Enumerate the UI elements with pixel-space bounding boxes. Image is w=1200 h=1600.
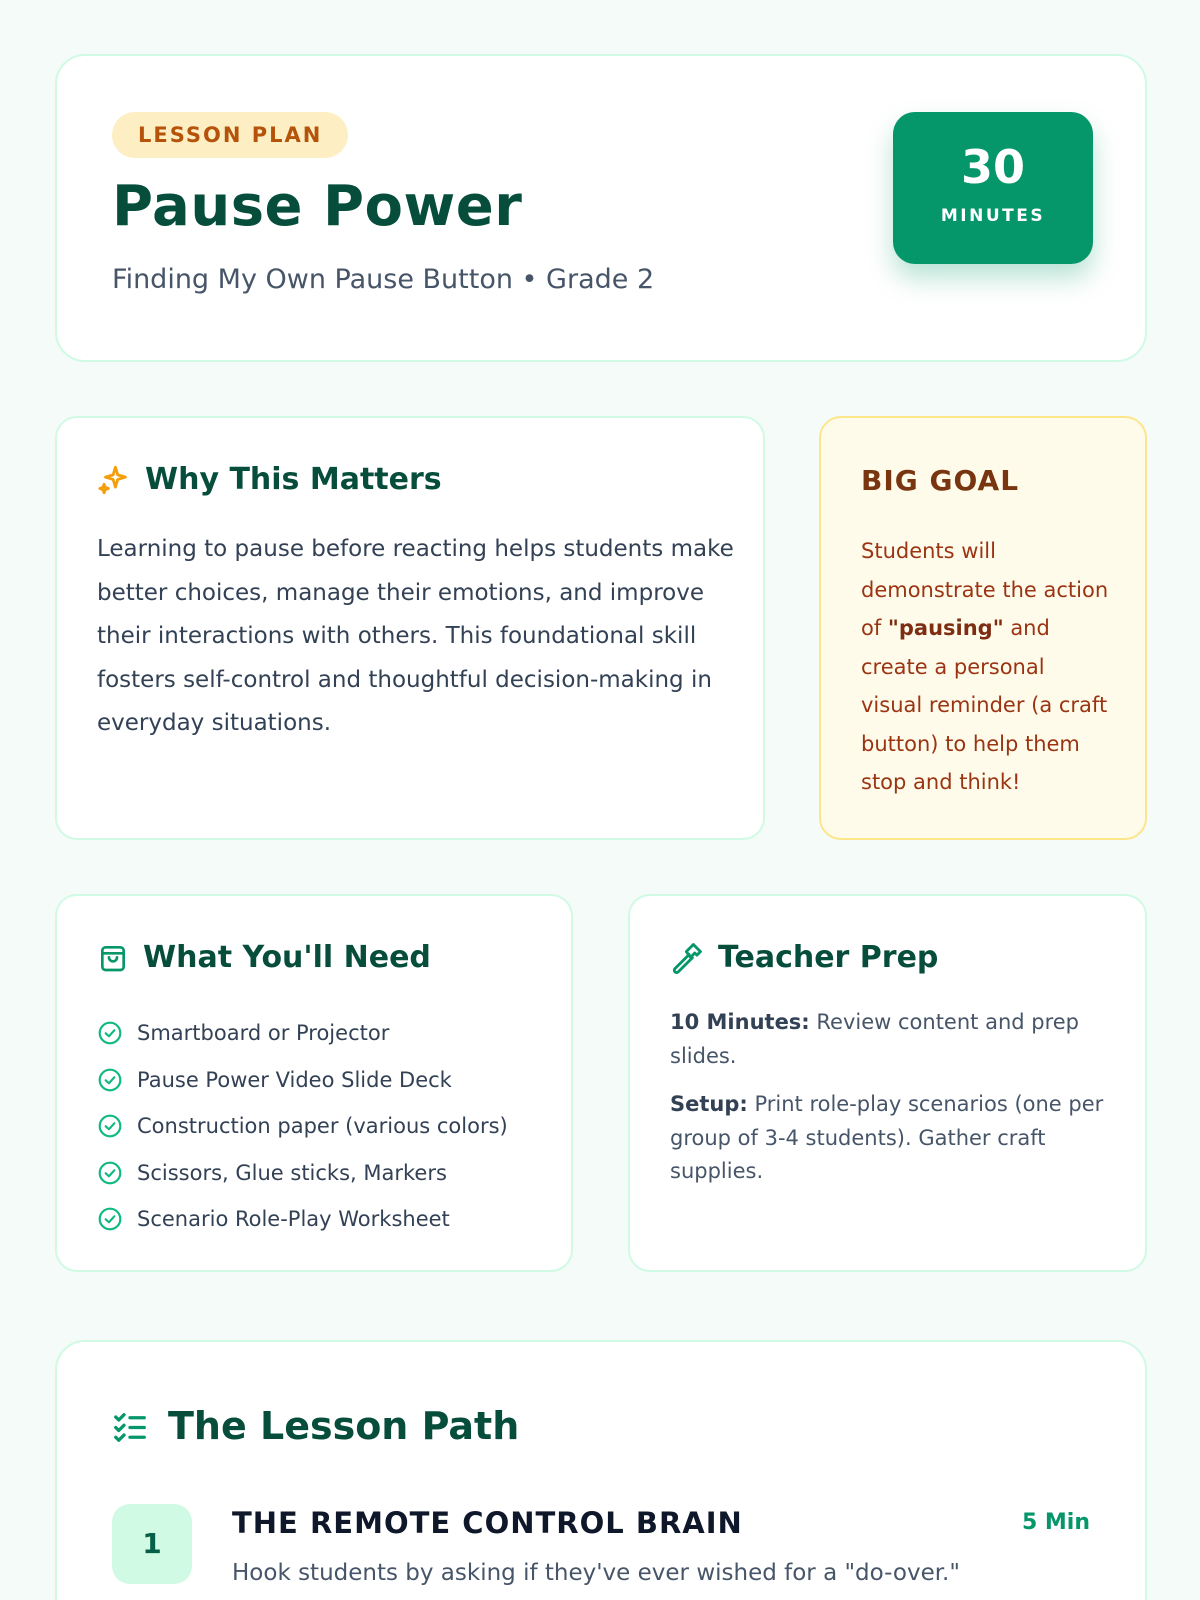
material-label: Scenario Role-Play Worksheet: [137, 1207, 450, 1232]
prep-title: Teacher Prep: [718, 940, 939, 975]
teacher-prep-card: [628, 894, 1147, 1272]
why-heading: [97, 462, 442, 497]
why-description: Learning to pause before reacting helps students make better choices, manage their emotions, and improve their interactions with others. This foundational skill fosters self-control and thoughtful decision-making in everyday situations.: [97, 536, 734, 736]
duration-badge: [893, 112, 1093, 264]
list-item: [97, 1103, 508, 1150]
sparkles-icon: [97, 463, 131, 497]
shopping-bag-icon: [97, 942, 129, 974]
check-circle-icon: [97, 1206, 123, 1232]
goal-title: BIG GOAL: [861, 464, 1020, 497]
materials-heading: [97, 940, 431, 975]
prep-time-note: [670, 1006, 1110, 1073]
prep-heading: [670, 940, 938, 975]
prep-setup-note: [670, 1088, 1110, 1189]
prep-time-text: Review content and prep slides.: [670, 1010, 1080, 1068]
materials-card: [55, 894, 573, 1272]
duration-unit: MINUTES: [940, 206, 1046, 226]
why-title: Why This Matters: [145, 462, 442, 497]
goal-text-before: Students will demonstrate the action of: [861, 539, 1109, 640]
hammer-icon: [670, 941, 704, 975]
check-circle-icon: [97, 1020, 123, 1046]
check-circle-icon: [97, 1113, 123, 1139]
goal-text-after: and create a personal visual reminder (a craft button) to help them stop and think!: [861, 616, 1108, 794]
materials-list: [97, 1010, 508, 1243]
list-item: [97, 1196, 508, 1243]
goal-description: [861, 532, 1111, 802]
material-label: Pause Power Video Slide Deck: [137, 1067, 452, 1092]
big-goal-card: [819, 416, 1147, 840]
lesson-header-card: [55, 54, 1147, 362]
goal-text-bold: "pausing": [887, 616, 1004, 640]
list-item: [97, 1150, 508, 1197]
prep-setup-label: Setup:: [670, 1092, 748, 1116]
step-duration: 5 Min: [1021, 1510, 1090, 1535]
list-checks-icon: [112, 1408, 148, 1444]
duration-value: 30: [960, 140, 1025, 194]
page-subtitle: Finding My Own Pause Button • Grade 2: [112, 264, 655, 295]
step-title: THE REMOTE CONTROL BRAIN: [232, 1506, 743, 1540]
step-number: 1: [112, 1504, 192, 1584]
material-label: Scissors, Glue sticks, Markers: [137, 1160, 447, 1185]
material-label: Construction paper (various colors): [137, 1114, 508, 1139]
list-item: [97, 1010, 508, 1057]
material-label: Smartboard or Projector: [137, 1021, 390, 1046]
step-description: Hook students by asking if they've ever wished for a "do-over.": [232, 1560, 960, 1586]
prep-time-label: 10 Minutes:: [670, 1010, 810, 1034]
materials-title: What You'll Need: [143, 940, 431, 975]
prep-setup-text: Print role-play scenarios (one per group of 3-4 students). Gather craft supplies.: [670, 1092, 1104, 1183]
list-item: [97, 1057, 508, 1104]
check-circle-icon: [97, 1160, 123, 1186]
check-circle-icon: [97, 1067, 123, 1093]
lesson-path-title: The Lesson Path: [168, 1404, 520, 1448]
why-this-matters-card: [55, 416, 765, 840]
lesson-plan-badge: LESSON PLAN: [112, 112, 348, 158]
lesson-path-card: [55, 1340, 1147, 1600]
page-title: Pause Power: [112, 174, 523, 239]
lesson-path-heading: [112, 1404, 519, 1448]
